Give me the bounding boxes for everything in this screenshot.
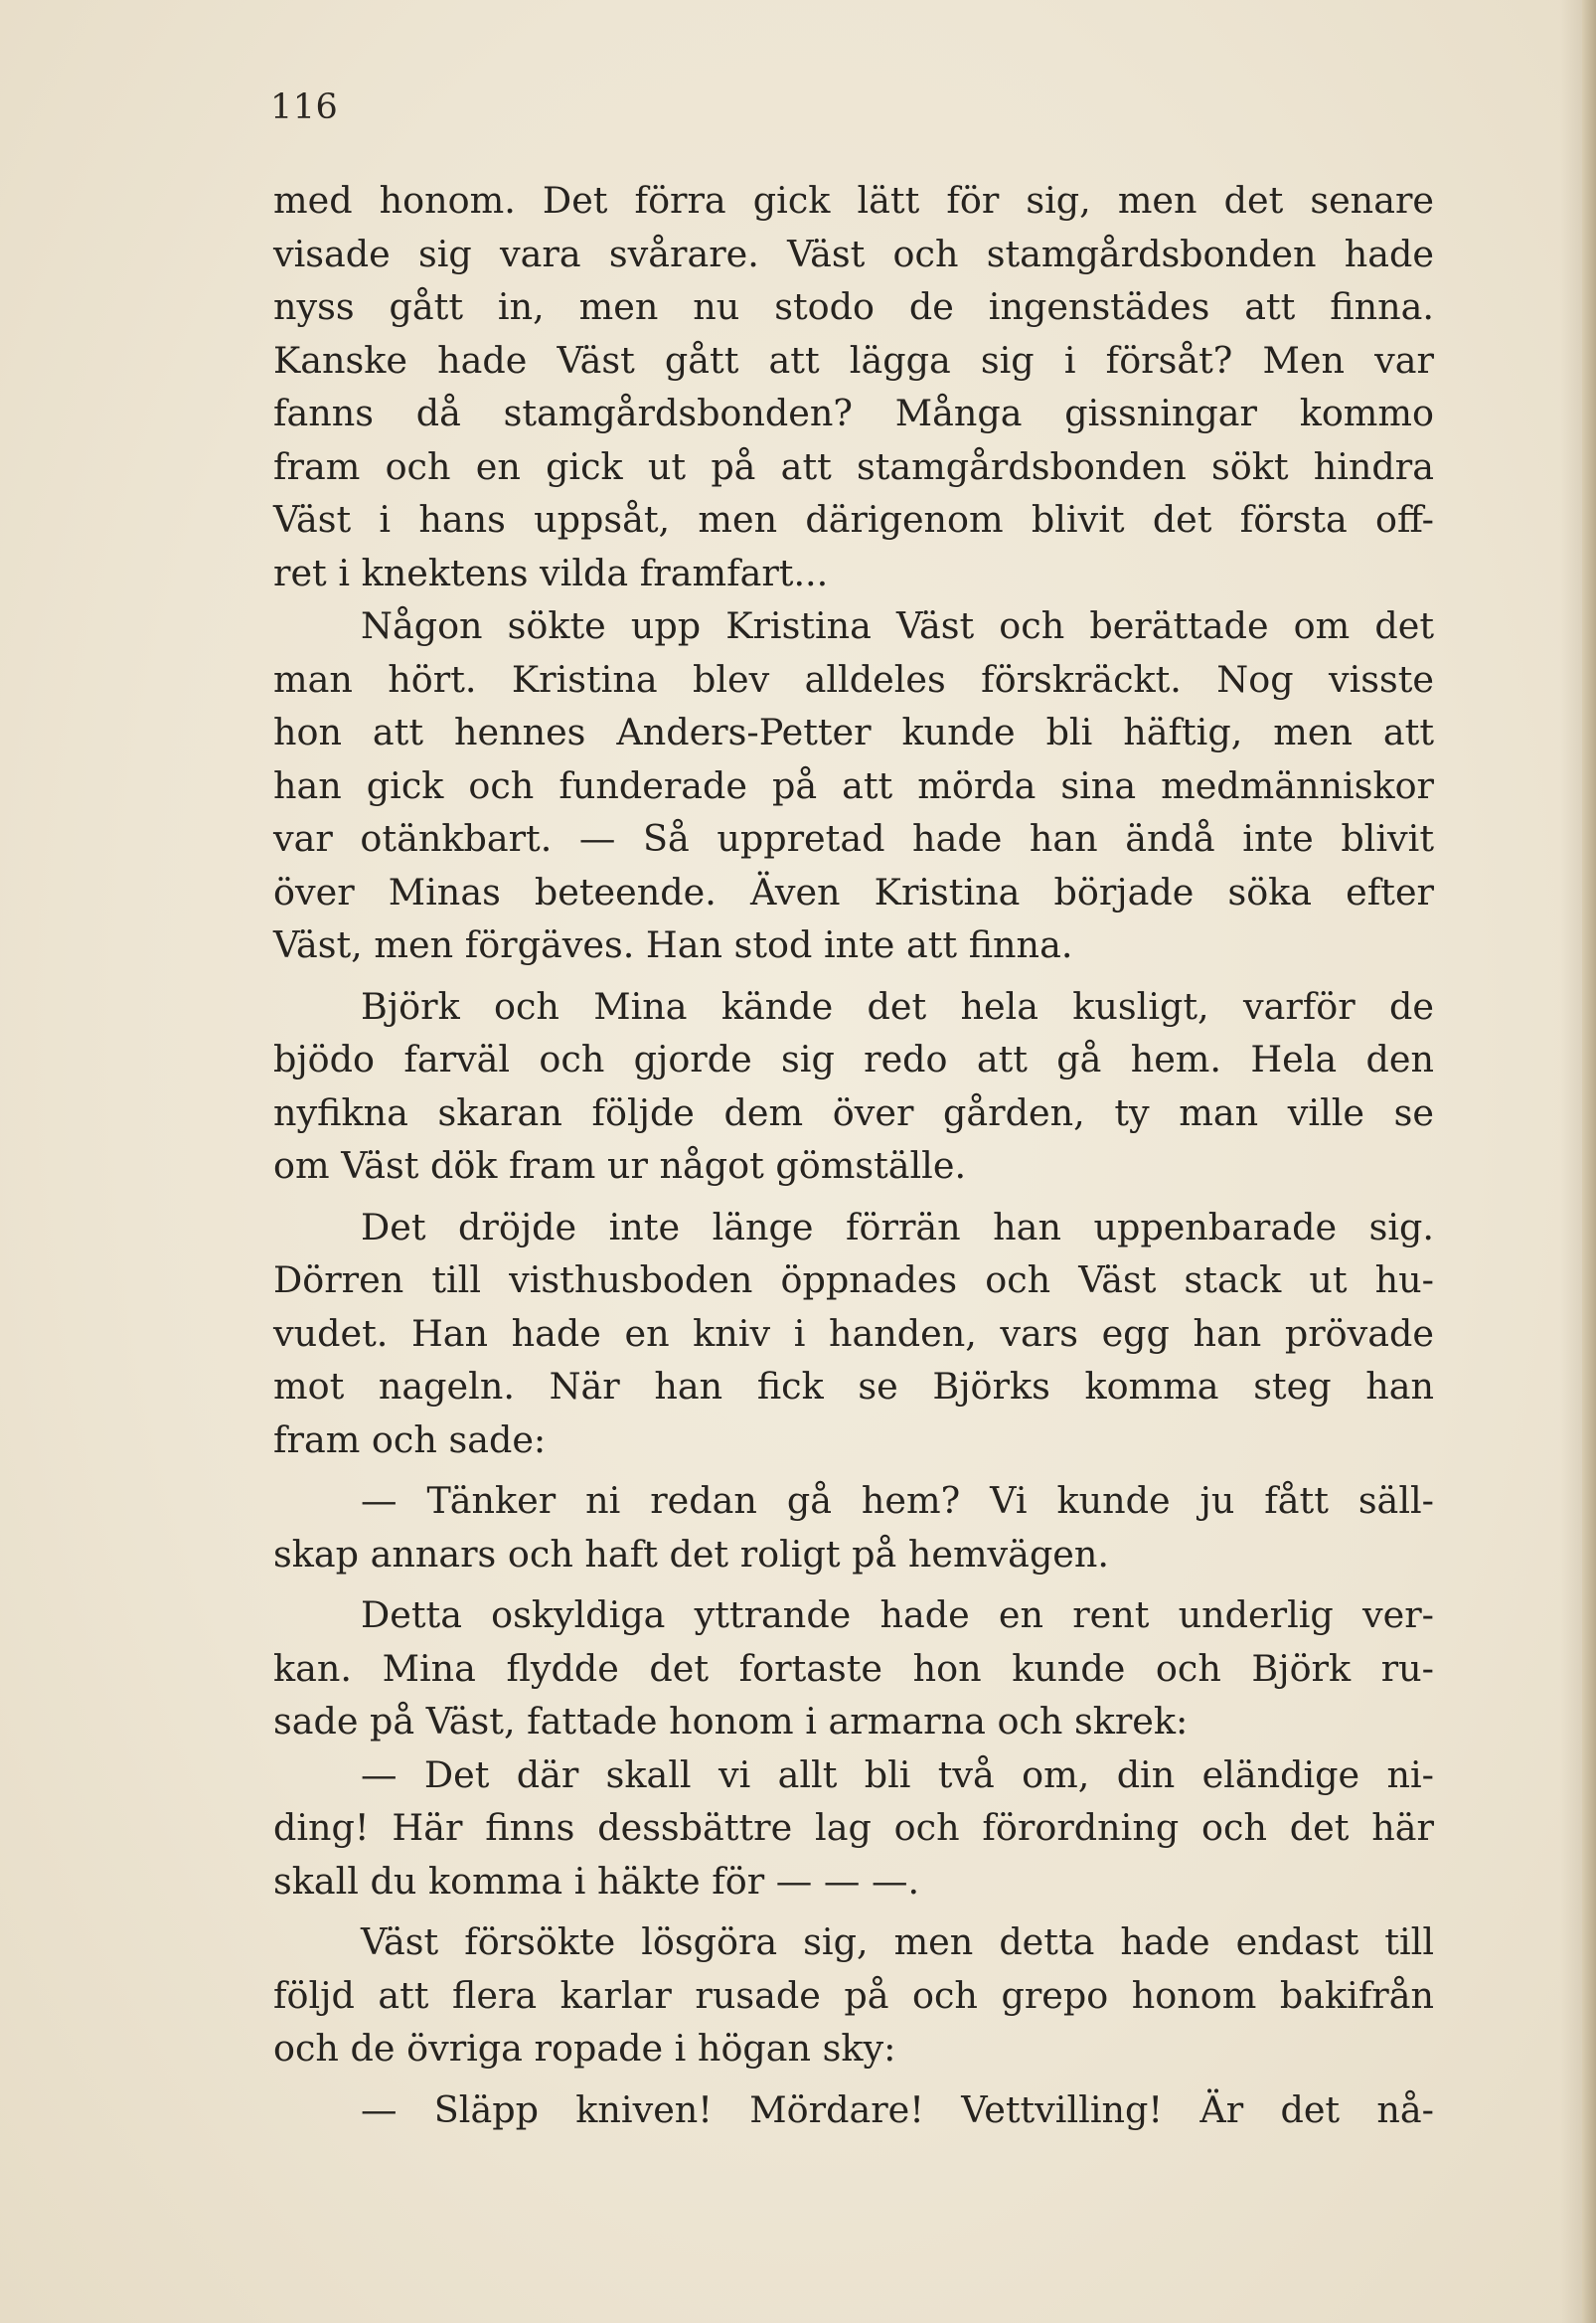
text-line: skap annars och haft det roligt på hemvägen. [273,1532,1110,1576]
text-line: Väst i hans uppsåt, men därigenom blivit det första off- [273,498,1434,541]
page-edge-shadow [1560,0,1582,2323]
text-line: om Väst dök fram ur något gömställe. [273,1144,967,1187]
text-line: Dörren till visthusboden öppnades och Väst stack ut hu- [273,1258,1434,1301]
text-line: — Släpp kniven! Mördare! Vettvilling! Är det nå- [361,2087,1434,2131]
body-text [273,174,1434,2136]
text-line: Björk och Mina kände det hela kusligt, varför de [361,984,1434,1028]
text-line: ret i knektens vilda framfart... [273,551,829,594]
text-line: Väst försökte lösgöra sig, men detta hade endast till [361,1920,1434,1963]
text-line: — Det där skall vi allt bli två om, din eländige ni- [361,1752,1434,1796]
text-line: vudet. Han hade en kniv i handen, vars egg han prövade [273,1311,1434,1355]
page-number: 116 [270,87,339,127]
text-line: ding! Här finns dessbättre lag och förordning och det här [273,1806,1434,1849]
text-line: bjödo farväl och gjorde sig redo att gå hem. Hela den [273,1038,1434,1080]
text-line: med honom. Det förra gick lätt för sig, men det senare [273,179,1434,222]
text-line: visade sig vara svårare. Väst och stamgårdsbonden hade [273,232,1434,275]
text-line: fram och sade: [273,1417,547,1461]
text-line: hon att hennes Anders-Petter kunde bli häftig, men att [273,711,1434,753]
page-edge [1582,0,1596,2323]
text-line: fram och en gick ut på att stamgårdsbonden sökt hindra [273,444,1434,488]
text-line: var otänkbart. — Så uppretad hade han ändå inte blivit [273,817,1434,860]
text-line: skall du komma i häkte för — — —. [273,1859,920,1903]
text-line: sade på Väst, fattade honom i armarna och skrek: [273,1700,1189,1742]
text-line: Någon sökte upp Kristina Väst och berättade om det [361,604,1434,647]
text-line: och de övriga ropade i högan sky: [273,2027,896,2070]
text-line: fanns då stamgårdsbonden? Många gissningar kommo [273,392,1434,434]
text-line: Väst, men förgäves. Han stod inte att finna. [273,923,1073,966]
text-line: man hört. Kristina blev alldeles förskräckt. Nog visste [273,657,1434,701]
text-line: Det dröjde inte länge förrän han uppenbarade sig. [361,1205,1434,1248]
text-line: över Minas beteende. Även Kristina började söka efter [273,870,1434,913]
text-line: kan. Mina flydde det fortaste hon kunde och Björk ru- [273,1646,1434,1690]
text-line: nyfikna skaran följde dem över gården, ty man ville se [273,1090,1434,1134]
text-line: nyss gått in, men nu stodo de ingenstädes att finna. [273,285,1434,328]
text-line: — Tänker ni redan gå hem? Vi kunde ju fått säll- [361,1479,1434,1522]
text-line: följd att flera karlar rusade på och grepo honom bakifrån [273,1973,1434,2017]
text-line: mot nageln. När han fick se Björks komma steg han [273,1365,1434,1408]
text-line: han gick och funderade på att mörda sina medmänniskor [273,763,1434,807]
text-line: Kanske hade Väst gått att lägga sig i försåt? Men var [273,338,1434,382]
text-line: Detta oskyldiga yttrande hade en rent underlig ver- [361,1593,1434,1636]
